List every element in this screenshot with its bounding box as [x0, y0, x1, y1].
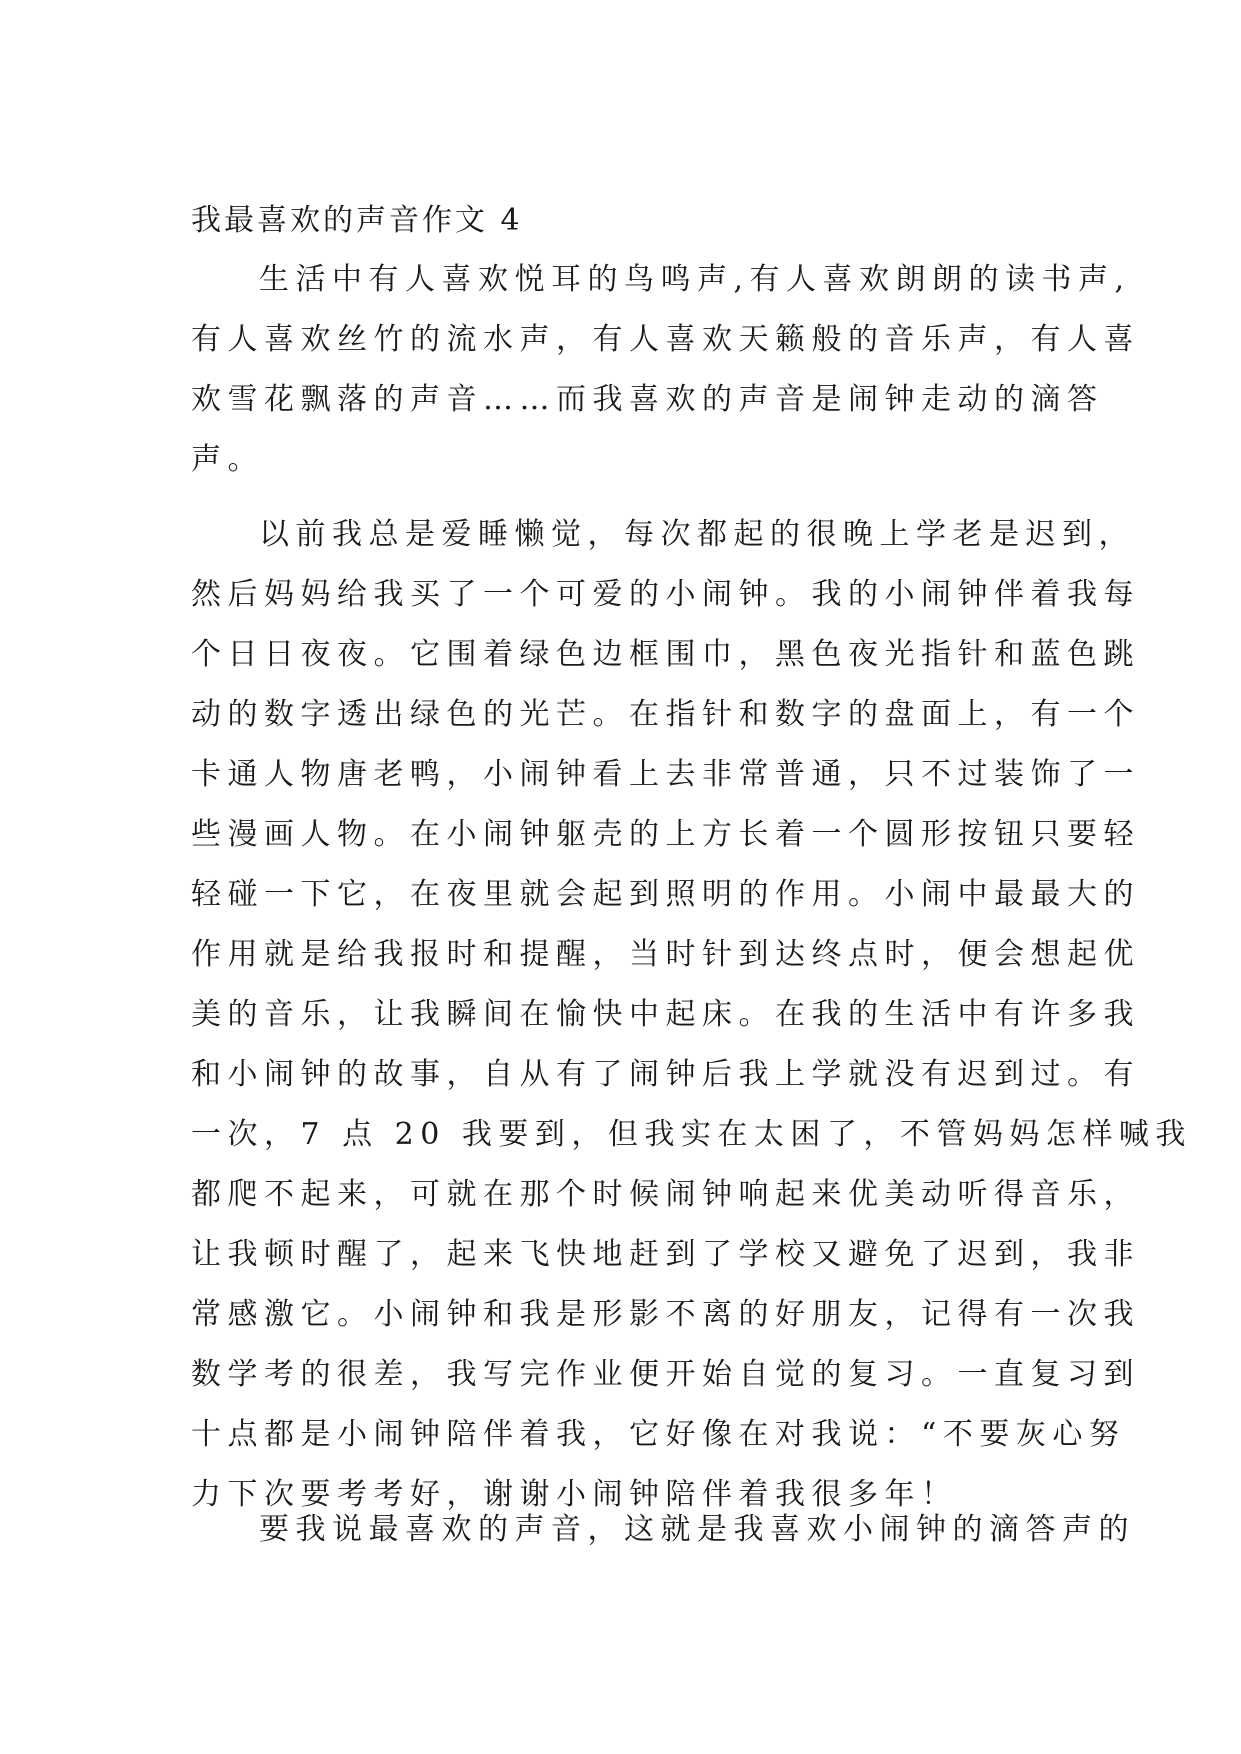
text-line: 都爬不起来，可就在那个时候闹钟响起来优美动听得音乐， [191, 1177, 1140, 1212]
essay-title: 我最喜欢的声音作文 4 [191, 203, 523, 238]
text-line: 十点都是小闹钟陪伴着我，它好像在对我说：“不要灰心努 [191, 1417, 1126, 1452]
text-line: 作用就是给我报时和提醒，当时针到达终点时，便会想起优 [191, 937, 1140, 972]
text-line: 力下次要考考好，谢谢小闹钟陪伴着我很多年！ [191, 1477, 958, 1512]
paragraph-1 [191, 250, 1140, 490]
text-line: 和小闹钟的故事，自从有了闹钟后我上学就没有迟到过。有 [191, 1057, 1140, 1092]
text-line: 个日日夜夜。它围着绿色边框围巾，黑色夜光指针和蓝色跳 [191, 637, 1140, 672]
text-line: 美的音乐，让我瞬间在愉快中起床。在我的生活中有许多我 [191, 997, 1140, 1032]
text-line: 卡通人物唐老鸭，小闹钟看上去非常普通，只不过装饰了一 [191, 757, 1140, 792]
text-line: 生活中有人喜欢悦耳的鸟鸣声,有人喜欢朗朗的读书声, [259, 262, 1131, 297]
text-line: 有人喜欢丝竹的流水声，有人喜欢天籁般的音乐声，有人喜 [191, 322, 1140, 357]
text-line: 数学考的很差，我写完作业便开始自觉的复习。一直复习到 [191, 1357, 1140, 1392]
text-line: 欢雪花飘落的声音……而我喜欢的声音是闹钟走动的滴答 [191, 382, 1104, 417]
paragraph-3 [191, 1500, 1135, 1560]
text-line: 以前我总是爱睡懒觉，每次都起的很晚上学老是迟到， [259, 517, 1135, 552]
text-line: 让我顿时醒了，起来飞快地赶到了学校又避免了迟到，我非 [191, 1237, 1140, 1272]
text-line: 轻碰一下它，在夜里就会起到照明的作用。小闹中最最大的 [191, 877, 1140, 912]
paragraph-2 [191, 505, 1192, 1525]
text-line: 些漫画人物。在小闹钟躯壳的上方长着一个圆形按钮只要轻 [191, 817, 1140, 852]
text-line: 要我说最喜欢的声音，这就是我喜欢小闹钟的滴答声的 [259, 1512, 1135, 1547]
text-line: 然后妈妈给我买了一个可爱的小闹钟。我的小闹钟伴着我每 [191, 577, 1140, 612]
text-line: 动的数字透出绿色的光芒。在指针和数字的盘面上，有一个 [191, 697, 1140, 732]
text-line: 一次，7 点 20 我要到，但我实在太困了，不管妈妈怎样喊我 [191, 1117, 1192, 1152]
text-line: 声。 [191, 442, 264, 477]
text-line: 常感激它。小闹钟和我是形影不离的好朋友，记得有一次我 [191, 1297, 1140, 1332]
